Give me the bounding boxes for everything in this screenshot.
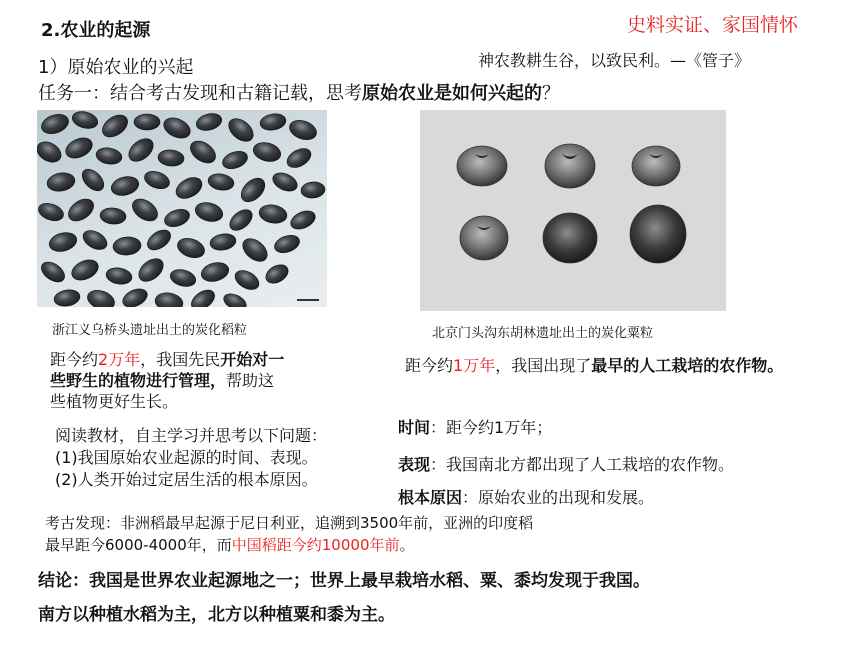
- archaeological-discovery: [45, 512, 533, 556]
- answer-time-label: 时间: [398, 418, 431, 437]
- theme-tag: 史料实证、家国情怀: [627, 14, 799, 36]
- millet-grains-illustration: [420, 110, 726, 311]
- discovery-line-2-prefix: 最早距今6000-4000年，而: [45, 536, 232, 554]
- rice-text-part1: 距今约: [50, 350, 99, 369]
- task-suffix: ？: [542, 83, 560, 104]
- millet-grains-photo: [420, 110, 726, 311]
- rice-text-bold: 开始对一些野生的植物进行管理，: [50, 350, 285, 390]
- discovery-line-1: 考古发现：非洲稻最早起源于尼日利亚，追溯到3500年前，亚洲的印度稻: [45, 514, 534, 532]
- conclusion-line-1: 结论：我国是世界农业起源地之一；世界上最早栽培水稻、粟、黍均发现于我国。: [38, 571, 650, 591]
- rice-photo-caption: 浙江义乌桥头遗址出土的炭化稻粒: [52, 323, 248, 338]
- scale-bar: [297, 299, 319, 301]
- millet-text-part1: 距今约: [405, 356, 454, 375]
- task-one: [38, 79, 560, 105]
- task-prefix: 任务一：结合考古发现和古籍记载，思考: [38, 83, 362, 104]
- guanzi-quote: 神农教耕生谷，以致民利。—《管子》: [478, 51, 751, 70]
- rice-text-part2: ，我国先民: [140, 350, 221, 369]
- section-title: 2.农业的起源: [41, 20, 151, 41]
- millet-text-part2: ，我国出现了: [495, 356, 592, 375]
- millet-description: [405, 355, 785, 377]
- reading-questions: [55, 425, 327, 491]
- rice-grains-illustration: [37, 110, 327, 307]
- rice-text-years: 2万年: [98, 350, 141, 369]
- task-bold: 原始农业是如何兴起的: [362, 83, 542, 104]
- answer-performance-label: 表现: [398, 455, 431, 474]
- answer-performance: [398, 452, 734, 475]
- discovery-line-2-suffix: 。: [399, 536, 415, 554]
- millet-text-years: 1万年: [453, 356, 496, 375]
- conclusion-line-2: 南方以种植水稻为主，北方以种植粟和黍为主。: [38, 605, 395, 625]
- discovery-line-2-highlight: 中国稻距今约10000年前: [231, 536, 400, 554]
- answer-reason-value: ：原始农业的出现和发展。: [462, 488, 655, 507]
- answer-reason: [398, 485, 654, 508]
- subheading: 1）原始农业的兴起: [38, 57, 194, 78]
- rice-grains-photo: [37, 110, 327, 307]
- rice-text-part3: 帮助这些植物更好生长。: [50, 371, 275, 411]
- reading-instruction: 阅读教材，自主学习并思考以下问题：: [55, 426, 328, 445]
- answer-time: [398, 415, 552, 438]
- reading-question-2: (2)人类开始过定居生活的根本原因。: [55, 470, 318, 489]
- answer-performance-value: ：我国南北方都出现了人工栽培的农作物。: [430, 455, 735, 474]
- reading-question-1: (1)我国原始农业起源的时间、表现。: [55, 448, 318, 467]
- answer-time-value: ：距今约1万年；: [430, 418, 553, 437]
- millet-photo-caption: 北京门头沟东胡林遗址出土的炭化粟粒: [432, 326, 654, 341]
- answer-reason-label: 根本原因: [398, 488, 463, 507]
- rice-description: [50, 349, 290, 412]
- discovery-line-2: [45, 534, 533, 556]
- millet-text-bold: 最早的人工栽培的农作物。: [591, 356, 784, 375]
